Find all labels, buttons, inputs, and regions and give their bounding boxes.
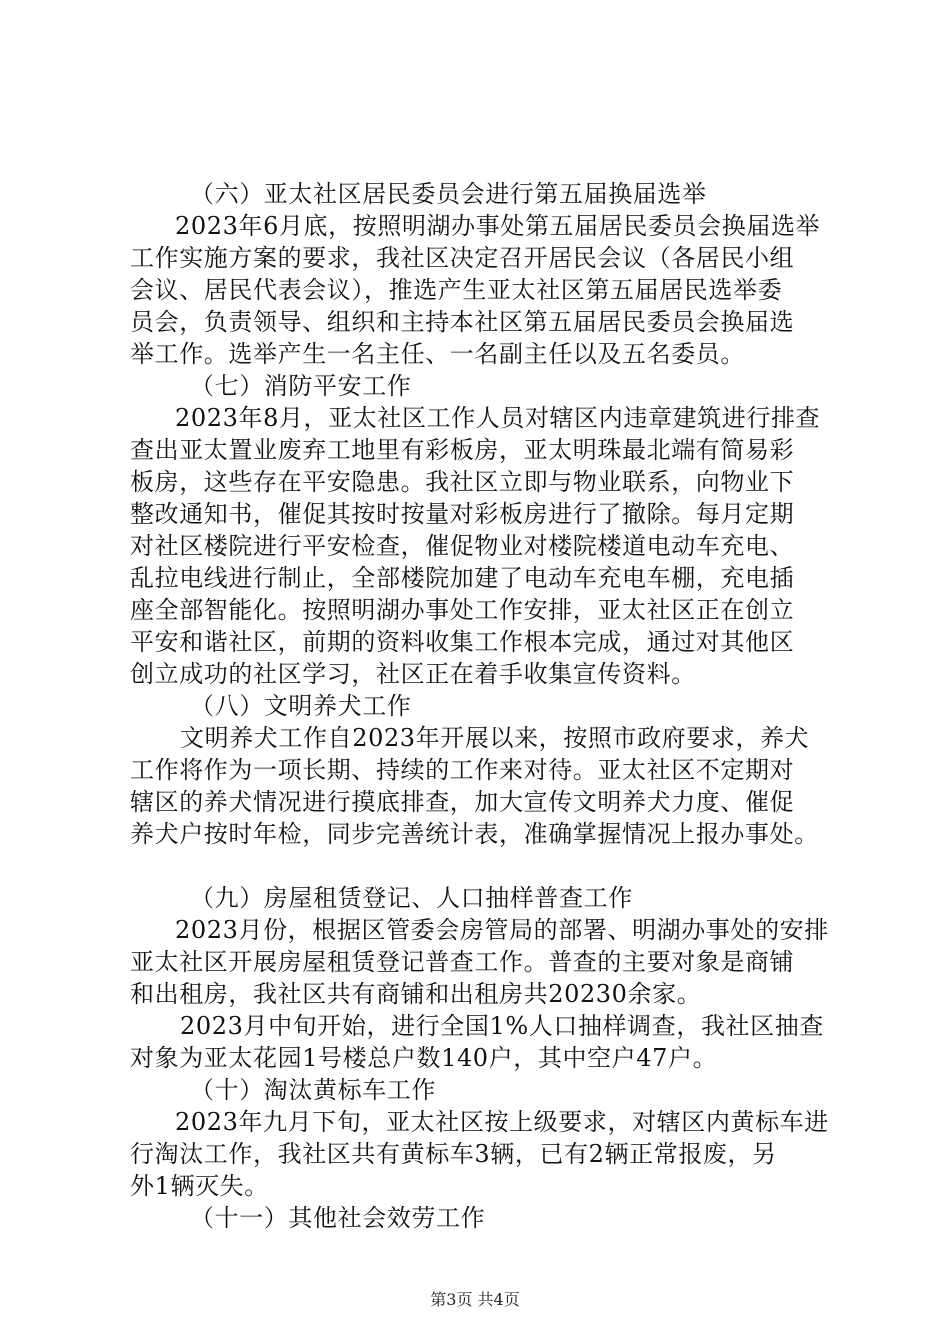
paragraph-line: 文明养犬工作自2023年开展以来，按照市政府要求，养犬 xyxy=(180,724,810,752)
section-heading-7: （七）消防平安工作 xyxy=(190,372,412,400)
paragraph-line: 亚太社区开展房屋租赁登记普查工作。普查的主要对象是商铺 xyxy=(130,948,795,976)
paragraph-line: 和出租房，我社区共有商铺和出租房共20230余家。 xyxy=(130,980,702,1008)
paragraph-line: 整改通知书，催促其按时按量对彩板房进行了撤除。每月定期 xyxy=(130,500,795,528)
section-heading-6: （六）亚太社区居民委员会进行第五届换届选举 xyxy=(190,180,707,208)
paragraph-line: 2023年九月下旬，亚太社区按上级要求，对辖区内黄标车进 xyxy=(175,1108,829,1136)
paragraph-line: 2023月份，根据区管委会房管局的部署、明湖办事处的安排 xyxy=(175,916,829,944)
paragraph-line: 乱拉电线进行制止，全部楼院加建了电动车充电车棚，充电插 xyxy=(130,564,795,592)
paragraph-line: 对象为亚太花园1号楼总户数140户，其中空户47户。 xyxy=(130,1044,718,1072)
document-body xyxy=(130,178,842,1234)
paragraph-line: 行淘汰工作，我社区共有黄标车3辆，已有2辆正常报废，另 xyxy=(130,1140,777,1168)
page-footer: 第3页 共4页 xyxy=(430,1290,520,1309)
blank-line xyxy=(130,850,842,882)
paragraph-line: 板房，这些存在平安隐患。我社区立即与物业联系，向物业下 xyxy=(130,468,795,496)
paragraph-line: 查出亚太置业废弃工地里有彩板房，亚太明珠最北端有简易彩 xyxy=(130,436,795,464)
section-heading-10: （十）淘汰黄标车工作 xyxy=(190,1076,436,1104)
paragraph-line: 2023年6月底，按照明湖办事处第五届居民委员会换届选举 xyxy=(175,212,821,240)
section-heading-8: （八）文明养犬工作 xyxy=(190,692,412,720)
section-heading-9: （九）房屋租赁登记、人口抽样普查工作 xyxy=(190,884,633,912)
paragraph-line: 2023月中旬开始，进行全国1%人口抽样调查，我社区抽查 xyxy=(180,1012,824,1040)
paragraph-line: 工作实施方案的要求，我社区决定召开居民会议（各居民小组 xyxy=(130,244,795,272)
paragraph-line: 2023年8月，亚太社区工作人员对辖区内违章建筑进行排查 xyxy=(175,404,821,432)
section-heading-11: （十一）其他社会效劳工作 xyxy=(190,1204,486,1232)
paragraph-line: 工作将作为一项长期、持续的工作来对待。亚太社区不定期对 xyxy=(130,756,795,784)
paragraph-line: 平安和谐社区，前期的资料收集工作根本完成，通过对其他区 xyxy=(130,628,795,656)
paragraph-line: 座全部智能化。按照明湖办事处工作安排，亚太社区正在创立 xyxy=(130,596,795,624)
paragraph-line: 外1辆灭失。 xyxy=(130,1172,269,1200)
paragraph-line: 对社区楼院进行平安检查，催促物业对楼院楼道电动车充电、 xyxy=(130,532,795,560)
paragraph-line: 辖区的养犬情况进行摸底排查，加大宣传文明养犬力度、催促 xyxy=(130,788,795,816)
paragraph-line: 举工作。选举产生一名主任、一名副主任以及五名委员。 xyxy=(130,340,745,368)
paragraph-line: 员会，负责领导、组织和主持本社区第五届居民委员会换届选 xyxy=(130,308,795,336)
paragraph-line: 会议、居民代表会议），推选产生亚太社区第五届居民选举委 xyxy=(130,276,783,304)
paragraph-line: 养犬户按时年检，同步完善统计表，准确掌握情况上报办事处。 xyxy=(130,820,819,848)
paragraph-line: 创立成功的社区学习，社区正在着手收集宣传资料。 xyxy=(130,660,696,688)
